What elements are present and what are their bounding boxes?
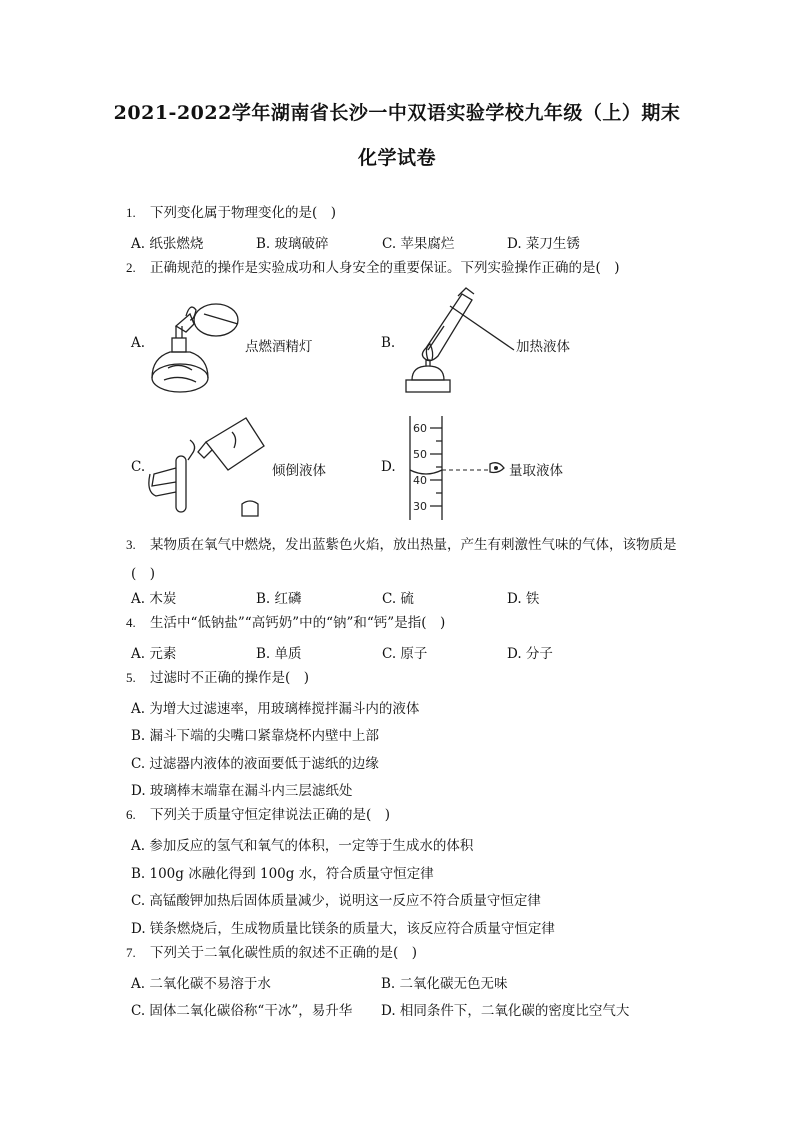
option-b-caption: 加热液体 — [516, 339, 570, 355]
option-d: D. 玻璃棒末端靠在漏斗内三层滤纸处 — [131, 783, 353, 799]
tick-40: 40 — [413, 474, 427, 487]
question-text: 下列关于质量守恒定律说法正确的是( ) — [150, 807, 391, 823]
option-b: B. 红磷 — [256, 591, 302, 607]
option-a: A. 二氧化碳不易溶于水 — [131, 976, 271, 992]
exam-title: 2021-2022学年湖南省长沙一中双语实验学校九年级（上）期末 — [113, 102, 681, 124]
option-b: B. 100g 冰融化得到 100g 水，符合质量守恒定律 — [131, 866, 434, 882]
question-text: 正确规范的操作是实验成功和人身安全的重要保证。下列实验操作正确的是( ) — [150, 260, 620, 276]
option-c: C. 硫 — [382, 591, 414, 607]
question-number: 4. — [126, 615, 136, 630]
question-number: 1. — [126, 205, 136, 220]
question-text: 生活中“低钠盐”“高钙奶”中的“钠”和“钙”是指( ) — [150, 615, 446, 631]
question-text: 某物质在氧气中燃烧，发出蓝紫色火焰，放出热量，产生有刺激性气味的气体，该物质是 — [150, 537, 677, 553]
question-number: 3. — [126, 537, 136, 552]
option-a: A. 元素 — [131, 646, 177, 662]
option-a-letter: A. — [131, 335, 146, 351]
option-b: B. 漏斗下端的尖嘴口紧靠烧杯内壁中上部 — [131, 728, 380, 744]
option-a: A. 为增大过滤速率，用玻璃棒搅拌漏斗内的液体 — [131, 701, 420, 717]
option-b: B. 玻璃破碎 — [256, 236, 329, 252]
exam-subtitle: 化学试卷 — [357, 147, 436, 169]
option-c: C. 原子 — [382, 646, 428, 662]
option-d: D. 镁条燃烧后，生成物质量比镁条的质量大，该反应符合质量守恒定律 — [131, 921, 555, 937]
option-c: C. 固体二氧化碳俗称“干冰”，易升华 — [131, 1003, 353, 1019]
pouring-liquid-figure — [146, 412, 272, 522]
option-a: A. 木炭 — [131, 591, 177, 607]
question-number: 2. — [126, 260, 136, 275]
option-d: D. 分子 — [507, 646, 553, 662]
alcohol-lamp-figure — [146, 290, 246, 400]
option-c-letter: C. — [131, 459, 146, 475]
question-text: 过滤时不正确的操作是( ) — [150, 670, 310, 686]
question-number: 5. — [126, 670, 136, 685]
option-a: A. 参加反应的氢气和氧气的体积，一定等于生成水的体积 — [131, 838, 474, 854]
tick-30: 30 — [413, 500, 427, 513]
option-d: D. 铁 — [507, 591, 540, 607]
question-3-continuation: ( ) — [131, 566, 156, 582]
option-c: C. 过滤器内液体的液面要低于滤纸的边缘 — [131, 756, 379, 772]
option-b: B. 二氧化碳无色无味 — [381, 976, 508, 992]
option-c: C. 苹果腐烂 — [382, 236, 455, 252]
question-text: 下列关于二氧化碳性质的叙述不正确的是( ) — [150, 945, 418, 961]
graduated-cylinder-figure — [400, 414, 512, 522]
option-d-letter: D. — [381, 459, 396, 475]
heating-liquid-figure — [398, 286, 518, 401]
option-d-caption: 量取液体 — [509, 463, 563, 479]
question-text: 下列变化属于物理变化的是( ) — [150, 205, 337, 221]
option-d: D. 相同条件下，二氧化碳的密度比空气大 — [381, 1003, 630, 1019]
option-b-letter: B. — [381, 335, 396, 351]
option-c-caption: 倾倒液体 — [272, 463, 326, 479]
option-d: D. 菜刀生锈 — [507, 236, 580, 252]
option-a-caption: 点燃酒精灯 — [245, 339, 313, 355]
option-a: A. 纸张燃烧 — [131, 236, 204, 252]
option-b: B. 单质 — [256, 646, 302, 662]
question-number: 7. — [126, 945, 136, 960]
question-number: 6. — [126, 807, 136, 822]
option-c: C. 高锰酸钾加热后固体质量减少，说明这一反应不符合质量守恒定律 — [131, 893, 541, 909]
tick-60: 60 — [413, 422, 427, 435]
tick-50: 50 — [413, 448, 427, 461]
